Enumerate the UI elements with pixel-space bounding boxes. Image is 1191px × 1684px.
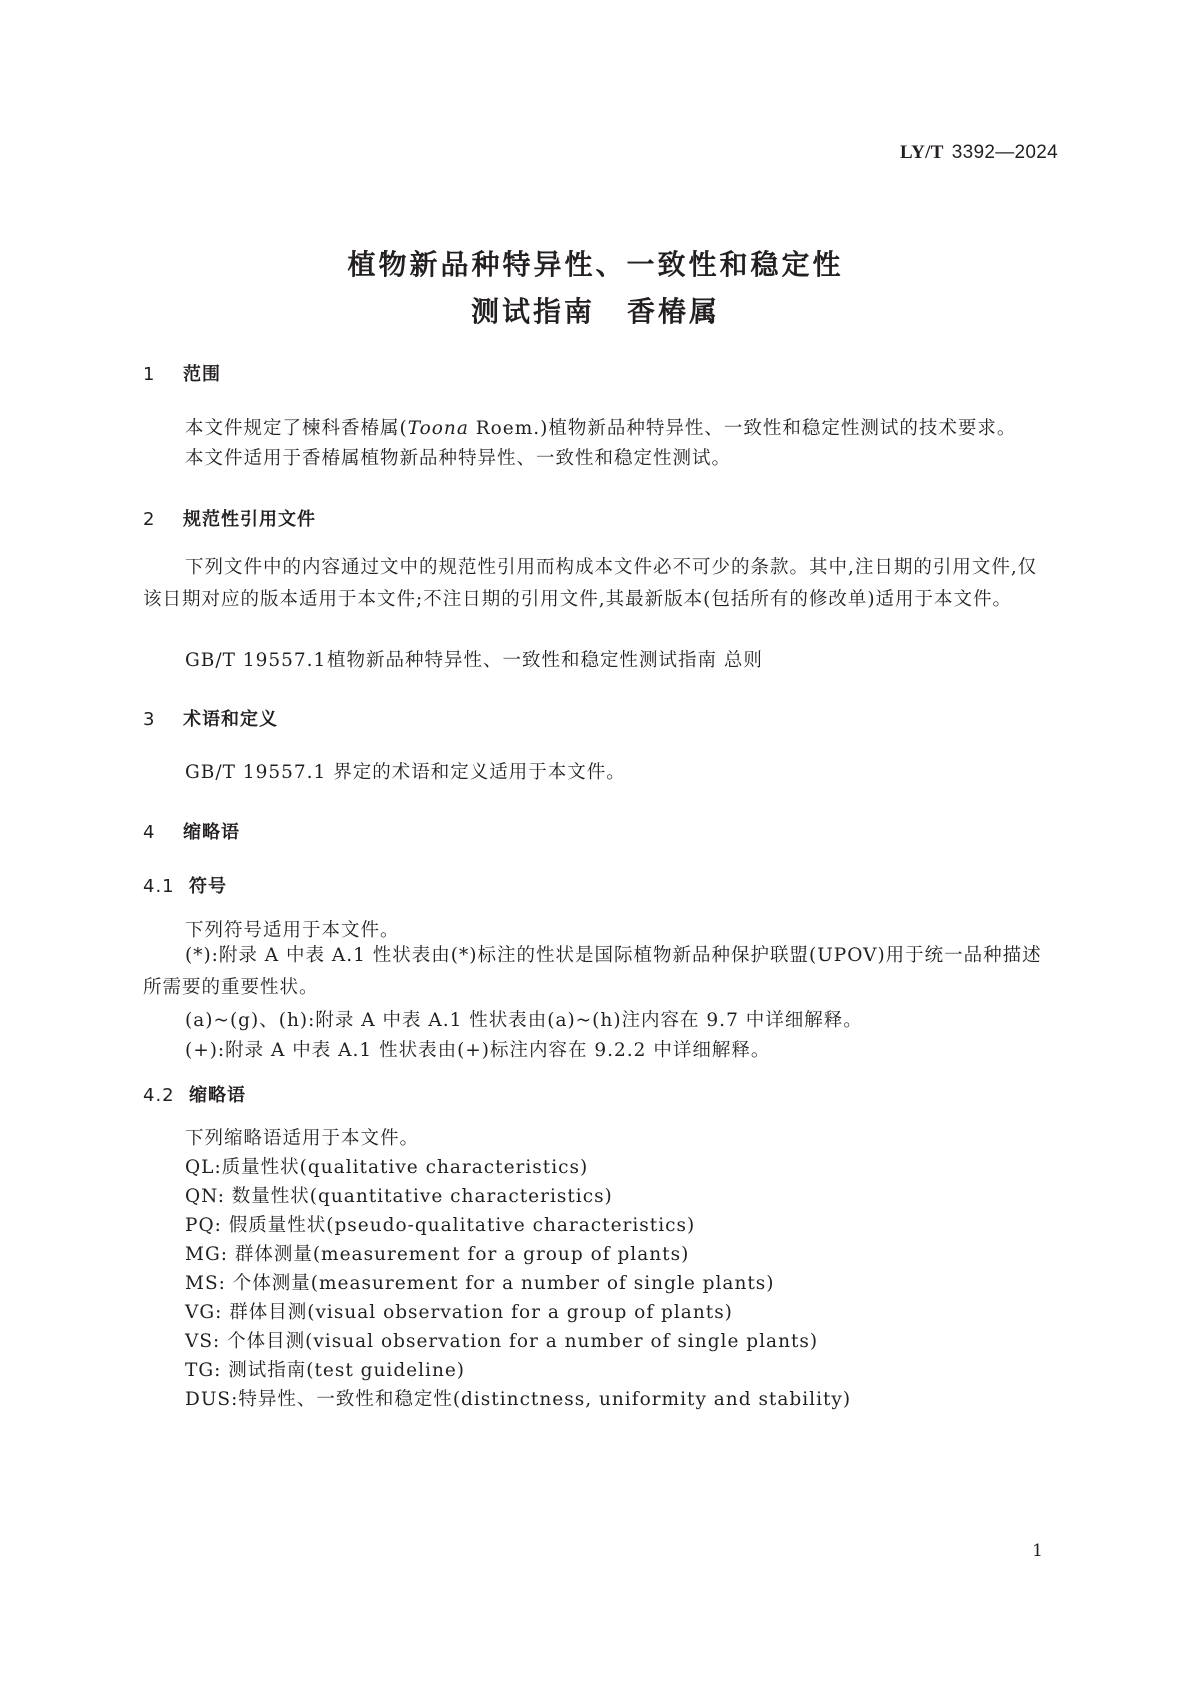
section-number: 3 <box>143 709 156 730</box>
section-title: 范围 <box>183 364 221 385</box>
symbol-star-definition: (*):附录 A 中表 A.1 性状表由(*)标注的性状是国际植物新品种保护联盟(UPOV)用于统一品种描述所需要的重要性状。 <box>143 945 1042 998</box>
section-3-paragraph-1: GB/T 19557.1 界定的术语和定义适用于本文件。 <box>185 762 626 783</box>
subsection-4-2-heading <box>143 1081 246 1107</box>
standard-code-prefix: LY/T <box>899 142 944 163</box>
reference-title: 植物新品种特异性、一致性和稳定性测试指南 总则 <box>327 650 763 671</box>
section-3-heading <box>143 705 278 731</box>
abbreviation-item: DUS:特异性、一致性和稳定性(distinctness, uniformity and stability) <box>185 1389 852 1410</box>
symbol-plus-definition: (+):附录 A 中表 A.1 性状表由(+)标注内容在 9.2.2 中详细解释。 <box>185 1040 771 1061</box>
section-1-paragraph-2: 本文件适用于香椿属植物新品种特异性、一致性和稳定性测试。 <box>185 448 732 469</box>
section-number: 4.2 <box>143 1085 175 1106</box>
page-number: 1 <box>1032 1541 1043 1561</box>
section-title: 缩略语 <box>189 1085 246 1106</box>
section-title: 规范性引用文件 <box>183 509 316 530</box>
section-number: 4 <box>143 822 156 843</box>
abbreviation-item: VS: 个体目测(visual observation for a number of single plants) <box>185 1331 819 1352</box>
genus-name-italic: Toona <box>407 418 469 439</box>
abbreviation-item: MG: 群体测量(measurement for a group of plants) <box>185 1244 690 1265</box>
abbreviation-item: QN: 数量性状(quantitative characteristics) <box>185 1186 613 1207</box>
section-number: 2 <box>143 509 156 530</box>
standard-code-number: 3392—2024 <box>951 142 1058 163</box>
title-part-genus: 香椿属 <box>627 295 721 328</box>
section-2-paragraph-1: 下列文件中的内容通过文中的规范性引用而构成本文件必不可少的条款。其中,注日期的引用文件,仅该日期对应的版本适用于本文件;不注日期的引用文件,其最新版本(包括所有的修改单)适用于本文件。 <box>143 557 1038 610</box>
section-number: 4.1 <box>143 876 175 897</box>
section-title: 符号 <box>189 876 227 897</box>
abbreviation-item: QL:质量性状(qualitative characteristics) <box>185 1157 589 1178</box>
document-title-line-2 <box>0 290 1191 330</box>
symbol-a-h-definition: (a)~(g)、(h):附录 A 中表 A.1 性状表由(a)~(h)注内容在 9.7 中详细解释。 <box>185 1010 863 1031</box>
abbreviations-intro: 下列缩略语适用于本文件。 <box>185 1128 420 1149</box>
symbols-intro: 下列符号适用于本文件。 <box>185 920 400 941</box>
standard-code <box>900 142 1058 164</box>
abbreviation-item: PQ: 假质量性状(pseudo-qualitative characteristics) <box>185 1215 696 1236</box>
normative-reference <box>185 646 763 672</box>
section-number: 1 <box>143 364 156 385</box>
subsection-4-1-heading <box>143 872 227 898</box>
abbreviation-item: VG: 群体目测(visual observation for a group of plants) <box>185 1302 733 1323</box>
abbreviation-item: TG: 测试指南(test guideline) <box>185 1360 466 1381</box>
section-1-paragraph-1: 本文件规定了楝科香椿属(Toona Roem.)植物新品种特异性、一致性和稳定性测试的技术要求。 <box>185 418 1017 439</box>
abbreviation-item: MS: 个体测量(measurement for a number of single plants) <box>185 1273 775 1294</box>
title-part-guideline: 测试指南 <box>470 295 595 328</box>
section-1-heading <box>143 360 221 386</box>
section-title: 术语和定义 <box>183 709 278 730</box>
section-4-heading <box>143 818 240 844</box>
reference-code: GB/T 19557.1 <box>185 650 327 671</box>
section-2-heading <box>143 505 316 531</box>
document-title-line-1: 植物新品种特异性、一致性和稳定性 <box>347 248 844 281</box>
section-title: 缩略语 <box>183 822 240 843</box>
